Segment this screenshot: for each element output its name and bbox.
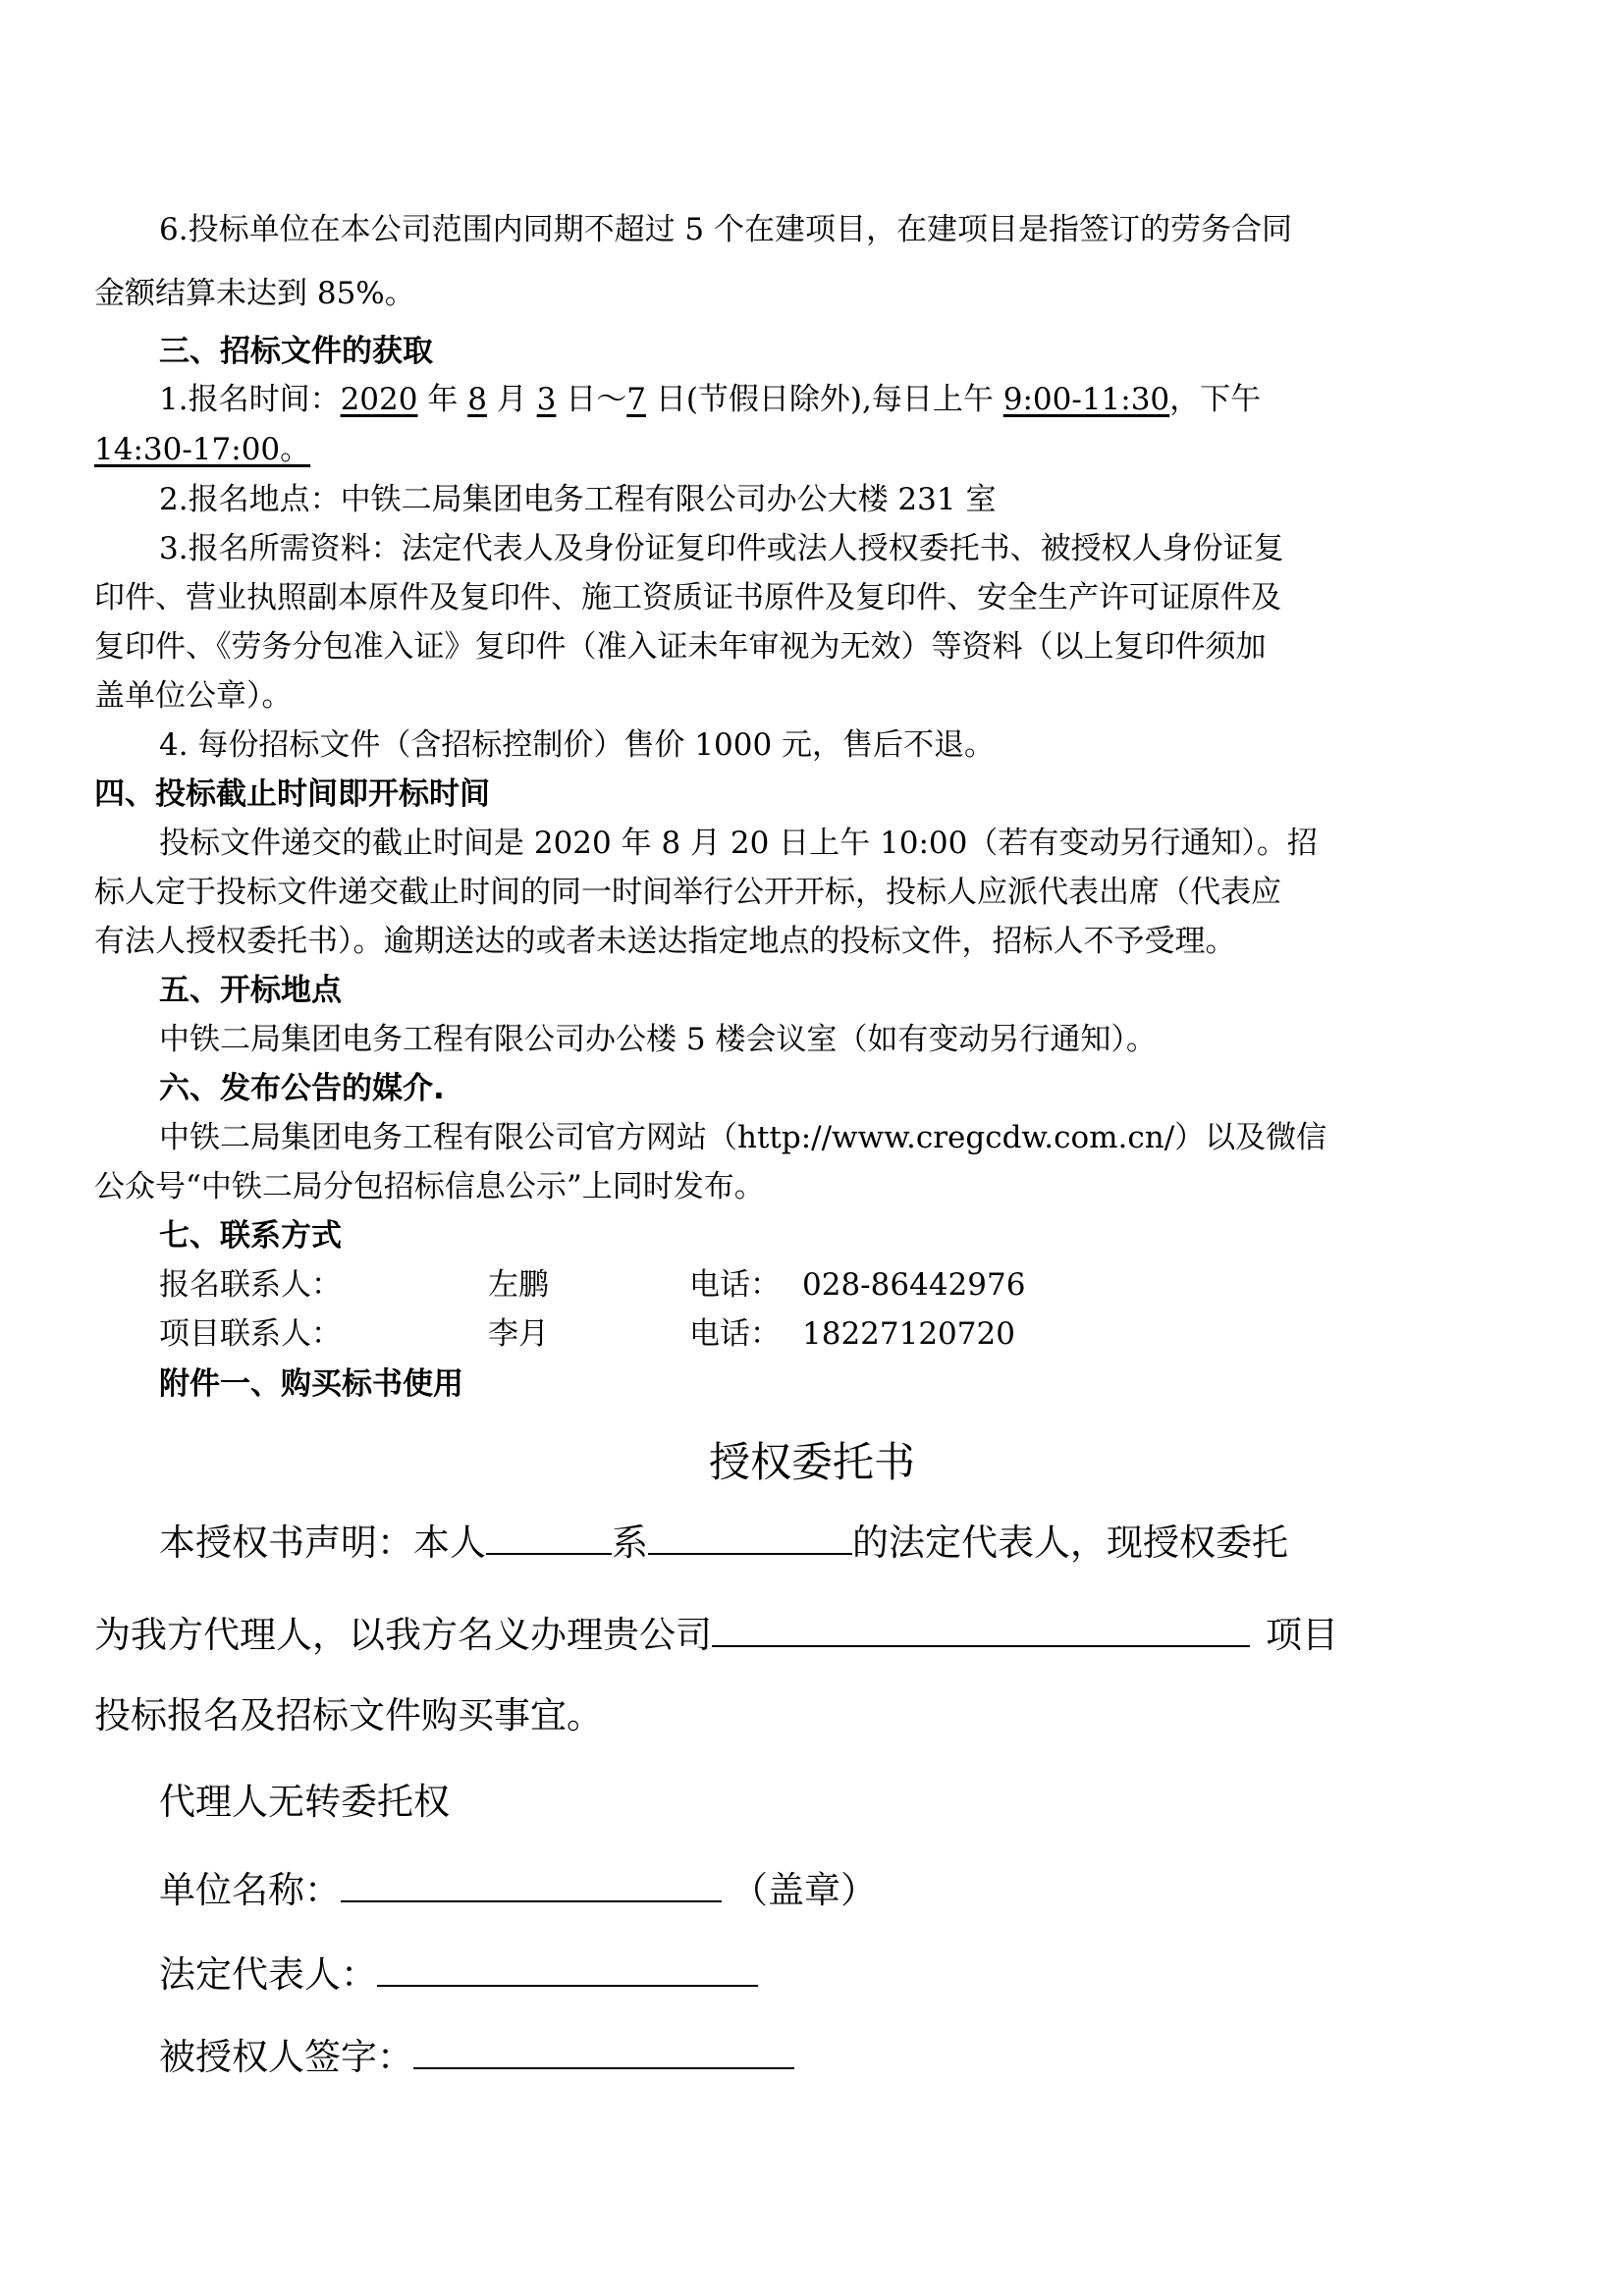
- no-subdelegation: 代理人无转委托权: [159, 1781, 450, 1823]
- contact-phone-label: 电话：: [689, 1267, 781, 1303]
- unit-name-blank[interactable]: [341, 1861, 722, 1902]
- authorization-title: 授权委托书: [708, 1438, 915, 1486]
- section3-heading: 三、招标文件的获取: [159, 334, 433, 369]
- section6-heading: 六、发布公告的媒介.: [159, 1071, 445, 1106]
- required-materials-line4: 盖单位公章）。: [94, 678, 293, 714]
- item6-line1: 6.投标单位在本公司范围内同期不超过 5 个在建项目，在建项目是指签订的劳务合同: [159, 212, 1293, 247]
- para1-text-b: 系: [612, 1522, 648, 1564]
- media-line1: 中铁二局集团电务工程有限公司官方网站（http://www.cregcdw.com.cn/）以及微信: [159, 1120, 1327, 1155]
- required-materials-line3: 复印件、《劳务分包准入证》复印件（准入证未年审视为无效）等资料（以上复印件须加: [94, 629, 1267, 665]
- contact-phone: 18227120720: [802, 1316, 1015, 1352]
- opening-location: 中铁二局集团电务工程有限公司办公楼 5 楼会议室（如有变动另行通知）。: [159, 1022, 1157, 1057]
- signature-row: [159, 2028, 1435, 2083]
- legal-rep-label: 法定代表人：: [159, 1953, 377, 1996]
- authorization-para2: [94, 1606, 1371, 1661]
- reg-mid: 日(节假日除外),每日上午: [645, 382, 1003, 417]
- contact-role: 项目联系人：: [159, 1316, 342, 1352]
- deadline-line3: 有法人授权委托书）。逾期送达的或者未送达指定地点的投标文件，招标人不予受理。: [94, 924, 1236, 959]
- signature-label: 被授权人签字：: [159, 2036, 413, 2078]
- reg-am: 9:00-11:30: [1002, 382, 1170, 417]
- contact-row: [159, 1261, 1435, 1308]
- reg-time-prefix: 1.报名时间：: [159, 382, 341, 417]
- reg-pm: 14:30-17:00。: [94, 432, 311, 467]
- deadline-line1: 投标文件递交的截止时间是 2020 年 8 月 20 日上午 10:00（若有变动另行通知）。招: [159, 826, 1318, 861]
- signature-blank[interactable]: [413, 2028, 794, 2069]
- contact-phone-label: 电话：: [689, 1316, 781, 1352]
- legal-rep-blank[interactable]: [377, 1946, 758, 1987]
- project-blank[interactable]: [712, 1606, 1250, 1647]
- name-blank[interactable]: [486, 1514, 612, 1555]
- company-blank[interactable]: [648, 1514, 852, 1555]
- contact-role: 报名联系人：: [159, 1267, 342, 1303]
- registration-time: [159, 376, 1435, 423]
- contact-phone: 028-86442976: [802, 1267, 1026, 1303]
- legal-rep-row: [159, 1946, 1435, 2001]
- attachment-heading: 附件一、购买标书使用: [159, 1366, 463, 1402]
- deadline-line2: 标人定于投标文件递交截止时间的同一时间举行公开开标，投标人应派代表出席（代表应: [94, 875, 1281, 910]
- authorization-para3: 投标报名及招标文件购买事宜。: [94, 1694, 603, 1736]
- media-line2: 公众号“中铁二局分包招标信息公示”上同时发布。: [94, 1169, 765, 1204]
- contact-name: 左鹏: [488, 1267, 549, 1303]
- reg-year-unit: 年: [417, 382, 468, 417]
- reg-day-end: 7: [626, 382, 646, 417]
- reg-month: 8: [467, 382, 487, 417]
- document-price: 4. 每份招标文件（含招标控制价）售价 1000 元，售后不退。: [159, 727, 996, 763]
- required-materials-line2: 印件、营业执照副本原件及复印件、施工资质证书原件及复印件、安全生产许可证原件及: [94, 580, 1281, 615]
- section5-heading: 五、开标地点: [159, 973, 342, 1008]
- unit-name-row: [159, 1861, 1435, 1916]
- section4-heading: 四、投标截止时间即开标时间: [94, 776, 490, 812]
- section7-heading: 七、联系方式: [159, 1218, 342, 1254]
- para2-text-a: 为我方代理人，以我方名义办理贵公司: [94, 1614, 712, 1656]
- para1-text-c: 的法定代表人，现授权委托: [852, 1522, 1288, 1564]
- registration-location: 2.报名地点：中铁二局集团电务工程有限公司办公大楼 231 室: [159, 482, 997, 517]
- reg-month-unit: 月: [486, 382, 537, 417]
- unit-name-label: 单位名称：: [159, 1869, 341, 1911]
- contact-name: 李月: [488, 1316, 549, 1352]
- item6-line2: 金额结算未达到 85%。: [94, 276, 415, 311]
- para1-text-a: 本授权书声明：本人: [159, 1522, 486, 1564]
- authorization-para1: [159, 1514, 1435, 1569]
- reg-pm-prefix: ，下午: [1169, 382, 1262, 417]
- contact-row: [159, 1310, 1435, 1358]
- para2-text-b: 项目: [1266, 1614, 1338, 1656]
- required-materials-line1: 3.报名所需资料：法定代表人及身份证复印件或法人授权委托书、被授权人身份证复: [159, 531, 1284, 566]
- reg-range: 日～: [556, 382, 627, 417]
- reg-day-start: 3: [536, 382, 557, 417]
- seal-note: （盖章）: [731, 1869, 877, 1911]
- reg-year: 2020: [340, 382, 418, 417]
- registration-pm-line: [94, 426, 1371, 473]
